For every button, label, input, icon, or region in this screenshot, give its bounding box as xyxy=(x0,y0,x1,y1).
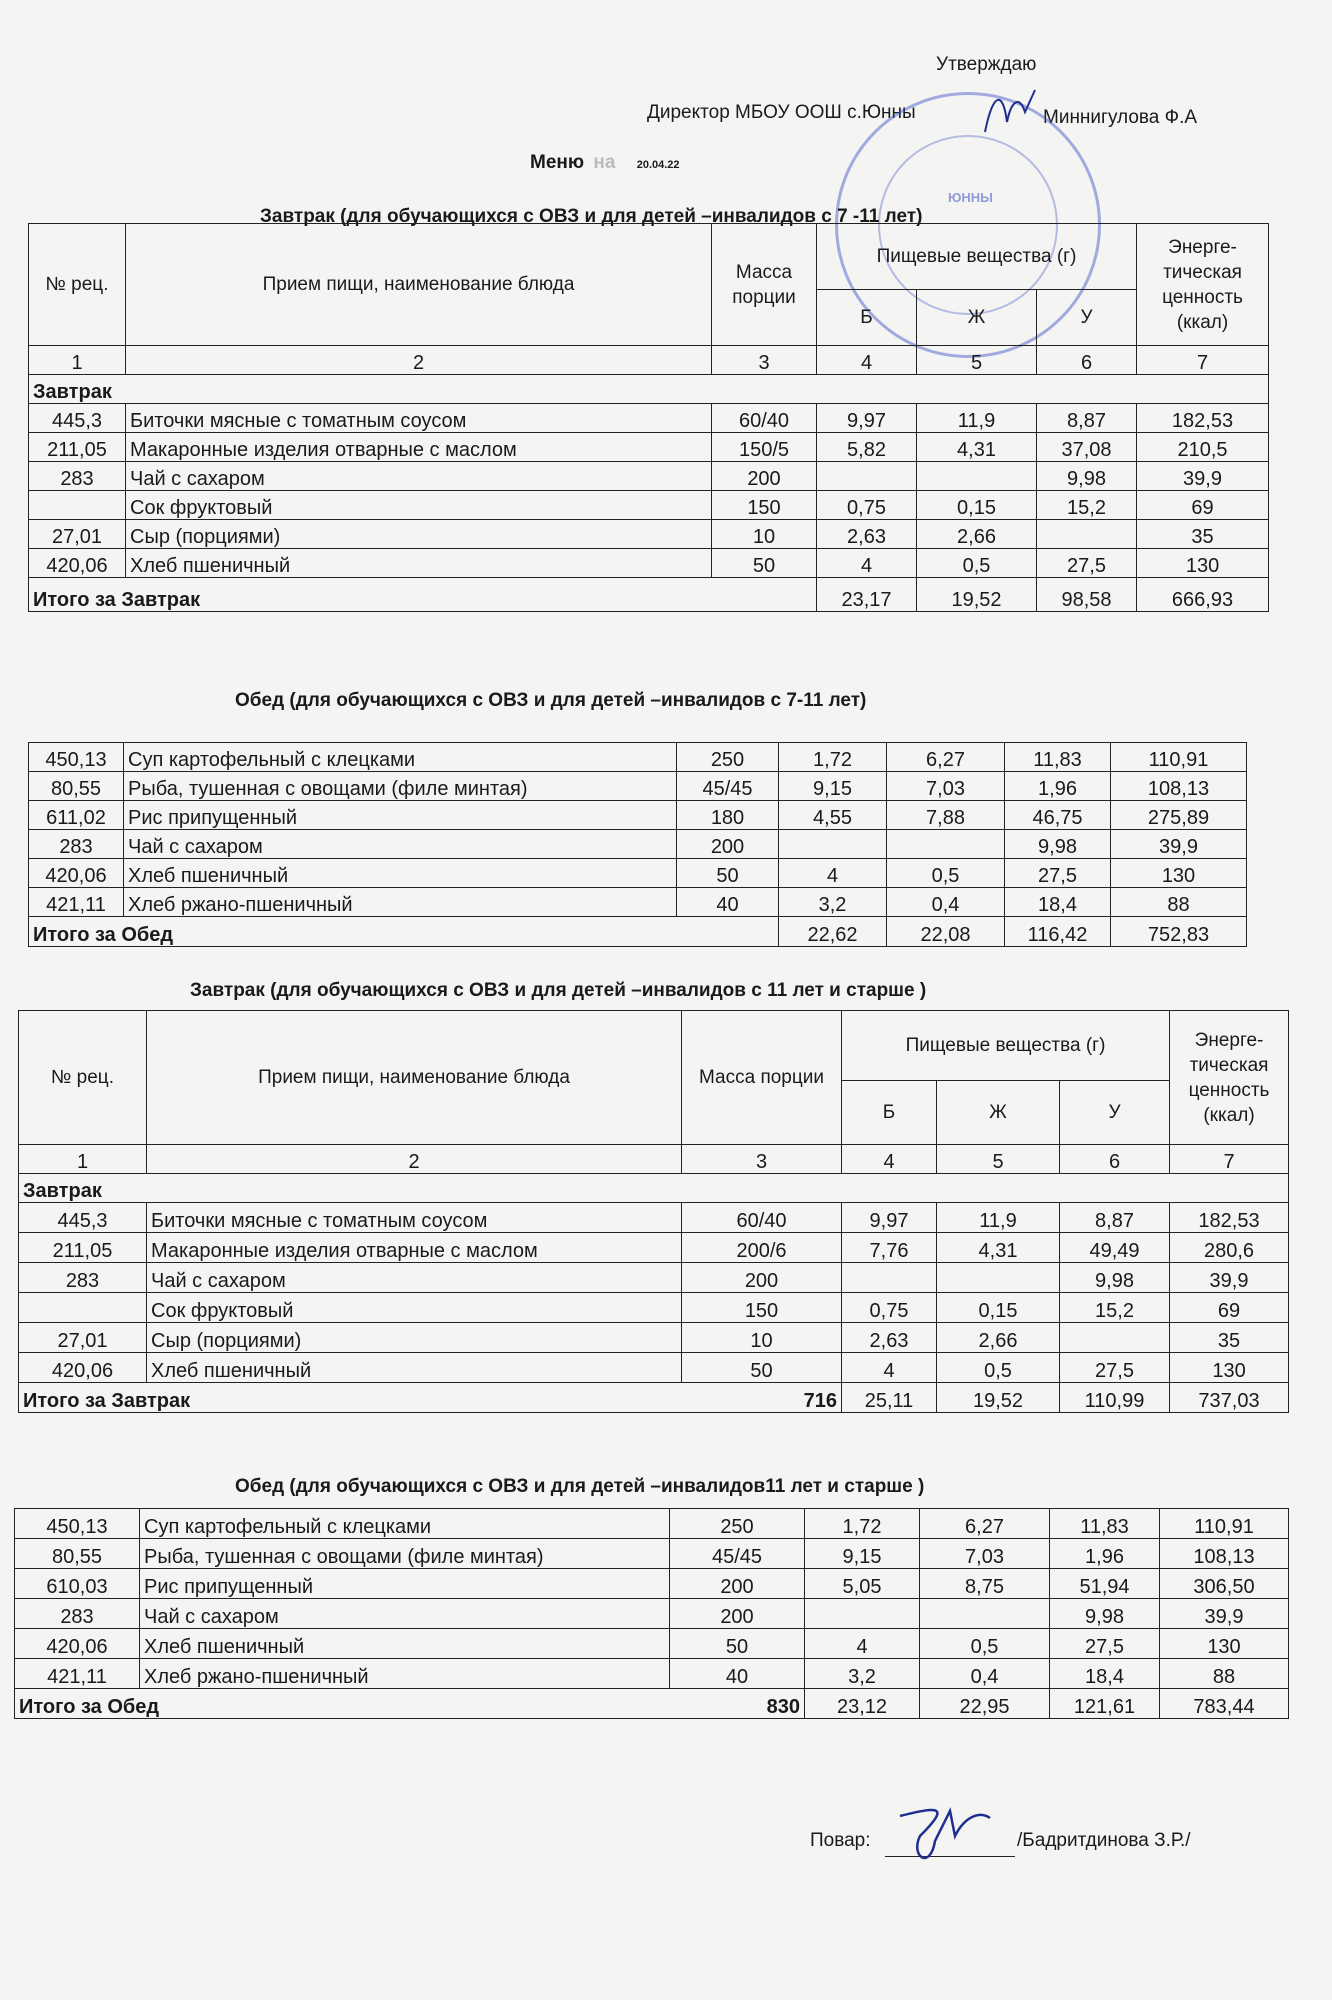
portion-mass: 40 xyxy=(670,1659,805,1689)
portion-mass: 10 xyxy=(712,520,817,549)
recipe-number: 611,02 xyxy=(29,801,124,830)
portion-mass: 60/40 xyxy=(682,1203,842,1233)
protein-value: 3,2 xyxy=(779,888,887,917)
portion-mass: 200 xyxy=(670,1599,805,1629)
portion-mass: 180 xyxy=(677,801,779,830)
energy-value: 88 xyxy=(1111,888,1247,917)
table-row xyxy=(19,1353,1289,1383)
dish-name: Хлеб ржано-пшеничный xyxy=(124,888,677,917)
dish-name: Чай с сахаром xyxy=(147,1263,682,1293)
dish-name: Чай с сахаром xyxy=(140,1599,670,1629)
fat-value: 6,27 xyxy=(887,743,1005,772)
table-row xyxy=(29,491,1269,520)
total-row xyxy=(29,578,1269,612)
dish-name: Суп картофельный с клецками xyxy=(124,743,677,772)
protein-value: 4 xyxy=(842,1353,937,1383)
protein-value: 4 xyxy=(805,1629,920,1659)
fat-value: 0,5 xyxy=(917,549,1037,578)
header-mass: Масса порции xyxy=(712,224,817,346)
cook-label: Повар: xyxy=(810,1830,871,1851)
total-fat: 19,52 xyxy=(917,578,1037,612)
carb-value: 49,49 xyxy=(1060,1233,1170,1263)
protein-value: 0,75 xyxy=(817,491,917,520)
table-row xyxy=(19,1203,1289,1233)
column-number: 3 xyxy=(682,1145,842,1174)
dish-name: Биточки мясные с томатным соусом xyxy=(126,404,712,433)
director-line: Директор МБОУ ООШ с.Юнны xyxy=(647,102,916,123)
total-row xyxy=(29,917,1247,947)
total-label: Итого за Завтрак xyxy=(19,1383,682,1413)
table-row xyxy=(29,772,1247,801)
table-row xyxy=(29,743,1247,772)
header-b: Б xyxy=(817,290,917,346)
recipe-number: 445,3 xyxy=(29,404,126,433)
recipe-number: 445,3 xyxy=(19,1203,147,1233)
total-mass: 716 xyxy=(682,1383,842,1413)
energy-value: 130 xyxy=(1160,1629,1289,1659)
recipe-number: 420,06 xyxy=(29,549,126,578)
header-num: № рец. xyxy=(29,224,126,346)
header-energy: Энерге-тическая ценность (ккал) xyxy=(1170,1011,1289,1145)
column-number: 7 xyxy=(1137,346,1269,375)
protein-value: 5,82 xyxy=(817,433,917,462)
carb-value: 27,5 xyxy=(1050,1629,1160,1659)
fat-value: 0,5 xyxy=(920,1629,1050,1659)
energy-value: 110,91 xyxy=(1111,743,1247,772)
carb-value: 9,98 xyxy=(1050,1599,1160,1629)
total-label: Итого за Завтрак xyxy=(29,578,712,612)
column-number: 1 xyxy=(19,1145,147,1174)
header-num: № рец. xyxy=(19,1011,147,1145)
table-row xyxy=(15,1569,1289,1599)
total-label: Итого за Обед xyxy=(29,917,677,947)
fat-value: 2,66 xyxy=(937,1323,1060,1353)
dish-name: Хлеб пшеничный xyxy=(126,549,712,578)
menu-title: Меню на 20.04.22 xyxy=(530,152,680,173)
protein-value: 2,63 xyxy=(817,520,917,549)
protein-value xyxy=(779,830,887,859)
table-row xyxy=(19,1293,1289,1323)
energy-value: 39,9 xyxy=(1170,1263,1289,1293)
carb-value: 15,2 xyxy=(1060,1293,1170,1323)
dish-name: Сыр (порциями) xyxy=(147,1323,682,1353)
total-mass xyxy=(712,578,817,612)
dish-name: Хлеб пшеничный xyxy=(147,1353,682,1383)
protein-value: 0,75 xyxy=(842,1293,937,1323)
total-energy: 666,93 xyxy=(1137,578,1269,612)
carb-value: 37,08 xyxy=(1037,433,1137,462)
recipe-number: 420,06 xyxy=(15,1629,140,1659)
energy-value: 108,13 xyxy=(1160,1539,1289,1569)
table-row xyxy=(15,1659,1289,1689)
carb-value: 27,5 xyxy=(1005,859,1111,888)
header-u: У xyxy=(1037,290,1137,346)
protein-value: 9,97 xyxy=(817,404,917,433)
dish-name: Хлеб пшеничный xyxy=(124,859,677,888)
total-row xyxy=(15,1689,1289,1719)
menu-date: 20.04.22 xyxy=(636,159,680,171)
energy-value: 306,50 xyxy=(1160,1569,1289,1599)
fat-value: 0,4 xyxy=(920,1659,1050,1689)
total-energy: 737,03 xyxy=(1170,1383,1289,1413)
portion-mass: 200/6 xyxy=(682,1233,842,1263)
column-number: 6 xyxy=(1060,1145,1170,1174)
fat-value xyxy=(887,830,1005,859)
portion-mass: 250 xyxy=(677,743,779,772)
fat-value: 4,31 xyxy=(917,433,1037,462)
header-name: Прием пищи, наименование блюда xyxy=(126,224,712,346)
energy-value: 275,89 xyxy=(1111,801,1247,830)
protein-value: 9,97 xyxy=(842,1203,937,1233)
protein-value: 7,76 xyxy=(842,1233,937,1263)
portion-mass: 50 xyxy=(670,1629,805,1659)
table-row xyxy=(19,1323,1289,1353)
director-signature xyxy=(975,82,1045,142)
fat-value: 8,75 xyxy=(920,1569,1050,1599)
table-row xyxy=(15,1599,1289,1629)
total-protein: 23,17 xyxy=(817,578,917,612)
fat-value: 0,15 xyxy=(917,491,1037,520)
energy-value: 35 xyxy=(1170,1323,1289,1353)
total-fat: 19,52 xyxy=(937,1383,1060,1413)
carb-value: 18,4 xyxy=(1005,888,1111,917)
carb-value: 8,87 xyxy=(1037,404,1137,433)
portion-mass: 200 xyxy=(670,1569,805,1599)
breakfast2-table xyxy=(18,1010,1289,1413)
carb-value: 1,96 xyxy=(1050,1539,1160,1569)
energy-value: 69 xyxy=(1170,1293,1289,1323)
carb-value: 9,98 xyxy=(1060,1263,1170,1293)
menu-na: на xyxy=(593,152,616,173)
carb-value: 27,5 xyxy=(1037,549,1137,578)
portion-mass: 50 xyxy=(677,859,779,888)
column-number: 7 xyxy=(1170,1145,1289,1174)
header-b: Б xyxy=(842,1081,937,1145)
protein-value: 5,05 xyxy=(805,1569,920,1599)
fat-value xyxy=(920,1599,1050,1629)
portion-mass: 150/5 xyxy=(712,433,817,462)
breakfast1-title: Завтрак (для обучающихся с ОВЗ и для детей –инвалидов с 7 -11 лет) xyxy=(260,206,923,227)
dish-name: Рыба, тушенная с овощами (филе минтая) xyxy=(124,772,677,801)
recipe-number: 450,13 xyxy=(29,743,124,772)
total-protein: 22,62 xyxy=(779,917,887,947)
protein-value: 4 xyxy=(779,859,887,888)
column-number: 6 xyxy=(1037,346,1137,375)
portion-mass: 250 xyxy=(670,1509,805,1539)
portion-mass: 45/45 xyxy=(670,1539,805,1569)
table-row xyxy=(29,549,1269,578)
section-label: Завтрак xyxy=(19,1174,1289,1203)
table-row xyxy=(29,801,1247,830)
table-row xyxy=(29,520,1269,549)
dish-name: Макаронные изделия отварные с маслом xyxy=(147,1233,682,1263)
total-energy: 752,83 xyxy=(1111,917,1247,947)
energy-value: 182,53 xyxy=(1137,404,1269,433)
dish-name: Макаронные изделия отварные с маслом xyxy=(126,433,712,462)
recipe-number: 27,01 xyxy=(29,520,126,549)
column-number: 3 xyxy=(712,346,817,375)
energy-value: 88 xyxy=(1160,1659,1289,1689)
protein-value: 4 xyxy=(817,549,917,578)
carb-value: 1,96 xyxy=(1005,772,1111,801)
portion-mass: 200 xyxy=(677,830,779,859)
header-mass: Масса порции xyxy=(682,1011,842,1145)
table-row xyxy=(29,404,1269,433)
section-label: Завтрак xyxy=(29,375,1269,404)
total-fat: 22,95 xyxy=(920,1689,1050,1719)
dish-name: Рис припущенный xyxy=(124,801,677,830)
dish-name: Рыба, тушенная с овощами (филе минтая) xyxy=(140,1539,670,1569)
portion-mass: 10 xyxy=(682,1323,842,1353)
fat-value: 7,03 xyxy=(920,1539,1050,1569)
total-carb: 116,42 xyxy=(1005,917,1111,947)
approve-label: Утверждаю xyxy=(936,54,1037,75)
total-carb: 110,99 xyxy=(1060,1383,1170,1413)
portion-mass: 50 xyxy=(682,1353,842,1383)
column-number: 5 xyxy=(917,346,1037,375)
cook-signature xyxy=(880,1796,1000,1876)
director-name: Миннигулова Ф.А xyxy=(1043,107,1198,128)
energy-value: 110,91 xyxy=(1160,1509,1289,1539)
lunch2-title: Обед (для обучающихся с ОВЗ и для детей –инвалидов11 лет и старше ) xyxy=(235,1476,925,1497)
header-nutrients: Пищевые вещества (г) xyxy=(817,224,1137,290)
protein-value: 3,2 xyxy=(805,1659,920,1689)
dish-name: Чай с сахаром xyxy=(126,462,712,491)
breakfast1-table xyxy=(28,223,1269,612)
recipe-number: 420,06 xyxy=(29,859,124,888)
energy-value: 210,5 xyxy=(1137,433,1269,462)
fat-value: 4,31 xyxy=(937,1233,1060,1263)
cook-name: /Бадритдинова З.Р./ xyxy=(1017,1830,1191,1851)
recipe-number: 421,11 xyxy=(15,1659,140,1689)
energy-value: 69 xyxy=(1137,491,1269,520)
recipe-number: 80,55 xyxy=(29,772,124,801)
dish-name: Чай с сахаром xyxy=(124,830,677,859)
energy-value: 108,13 xyxy=(1111,772,1247,801)
carb-value: 46,75 xyxy=(1005,801,1111,830)
recipe-number: 80,55 xyxy=(15,1539,140,1569)
total-carb: 98,58 xyxy=(1037,578,1137,612)
header-nutrients: Пищевые вещества (г) xyxy=(842,1011,1170,1081)
fat-value: 11,9 xyxy=(917,404,1037,433)
recipe-number: 211,05 xyxy=(19,1233,147,1263)
total-mass xyxy=(677,917,779,947)
recipe-number: 27,01 xyxy=(19,1323,147,1353)
carb-value: 11,83 xyxy=(1005,743,1111,772)
dish-name: Сок фруктовый xyxy=(126,491,712,520)
portion-mass: 200 xyxy=(682,1263,842,1293)
column-number: 4 xyxy=(817,346,917,375)
protein-value: 9,15 xyxy=(779,772,887,801)
dish-name: Хлеб ржано-пшеничный xyxy=(140,1659,670,1689)
portion-mass: 150 xyxy=(682,1293,842,1323)
protein-value xyxy=(817,462,917,491)
recipe-number: 211,05 xyxy=(29,433,126,462)
portion-mass: 40 xyxy=(677,888,779,917)
carb-value: 9,98 xyxy=(1037,462,1137,491)
recipe-number xyxy=(29,491,126,520)
portion-mass: 200 xyxy=(712,462,817,491)
fat-value xyxy=(917,462,1037,491)
energy-value: 39,9 xyxy=(1160,1599,1289,1629)
header-zh: Ж xyxy=(937,1081,1060,1145)
header-name: Прием пищи, наименование блюда xyxy=(147,1011,682,1145)
dish-name: Биточки мясные с томатным соусом xyxy=(147,1203,682,1233)
header-zh: Ж xyxy=(917,290,1037,346)
total-mass: 830 xyxy=(670,1689,805,1719)
protein-value: 4,55 xyxy=(779,801,887,830)
energy-value: 182,53 xyxy=(1170,1203,1289,1233)
lunch1-table xyxy=(28,742,1247,947)
column-number: 1 xyxy=(29,346,126,375)
total-protein: 25,11 xyxy=(842,1383,937,1413)
carb-value: 27,5 xyxy=(1060,1353,1170,1383)
fat-value: 7,88 xyxy=(887,801,1005,830)
total-fat: 22,08 xyxy=(887,917,1005,947)
energy-value: 130 xyxy=(1111,859,1247,888)
carb-value: 18,4 xyxy=(1050,1659,1160,1689)
portion-mass: 50 xyxy=(712,549,817,578)
recipe-number: 283 xyxy=(29,462,126,491)
portion-mass: 60/40 xyxy=(712,404,817,433)
energy-value: 39,9 xyxy=(1137,462,1269,491)
energy-value: 280,6 xyxy=(1170,1233,1289,1263)
table-row xyxy=(29,433,1269,462)
stamp-lettering: ЮННЫ xyxy=(948,190,993,205)
total-row xyxy=(19,1383,1289,1413)
dish-name: Хлеб пшеничный xyxy=(140,1629,670,1659)
protein-value xyxy=(842,1263,937,1293)
fat-value: 0,5 xyxy=(937,1353,1060,1383)
table-row xyxy=(15,1629,1289,1659)
column-number: 5 xyxy=(937,1145,1060,1174)
fat-value: 0,5 xyxy=(887,859,1005,888)
carb-value: 8,87 xyxy=(1060,1203,1170,1233)
carb-value xyxy=(1037,520,1137,549)
fat-value: 0,15 xyxy=(937,1293,1060,1323)
total-label: Итого за Обед xyxy=(15,1689,670,1719)
table-row xyxy=(19,1233,1289,1263)
portion-mass: 150 xyxy=(712,491,817,520)
fat-value: 2,66 xyxy=(917,520,1037,549)
recipe-number: 450,13 xyxy=(15,1509,140,1539)
carb-value: 15,2 xyxy=(1037,491,1137,520)
energy-value: 39,9 xyxy=(1111,830,1247,859)
total-carb: 121,61 xyxy=(1050,1689,1160,1719)
total-protein: 23,12 xyxy=(805,1689,920,1719)
lunch1-title: Обед (для обучающихся с ОВЗ и для детей –инвалидов с 7-11 лет) xyxy=(235,690,867,711)
protein-value: 2,63 xyxy=(842,1323,937,1353)
column-number: 4 xyxy=(842,1145,937,1174)
fat-value: 0,4 xyxy=(887,888,1005,917)
header-u: У xyxy=(1060,1081,1170,1145)
fat-value xyxy=(937,1263,1060,1293)
lunch2-table xyxy=(14,1508,1289,1719)
table-row xyxy=(29,830,1247,859)
protein-value: 1,72 xyxy=(805,1509,920,1539)
energy-value: 130 xyxy=(1170,1353,1289,1383)
column-number: 2 xyxy=(126,346,712,375)
table-row xyxy=(19,1263,1289,1293)
fat-value: 11,9 xyxy=(937,1203,1060,1233)
fat-value: 6,27 xyxy=(920,1509,1050,1539)
table-row xyxy=(15,1539,1289,1569)
carb-value: 51,94 xyxy=(1050,1569,1160,1599)
recipe-number: 420,06 xyxy=(19,1353,147,1383)
total-energy: 783,44 xyxy=(1160,1689,1289,1719)
column-number: 2 xyxy=(147,1145,682,1174)
carb-value xyxy=(1060,1323,1170,1353)
dish-name: Рис припущенный xyxy=(140,1569,670,1599)
energy-value: 130 xyxy=(1137,549,1269,578)
table-row xyxy=(29,888,1247,917)
table-row xyxy=(15,1509,1289,1539)
protein-value xyxy=(805,1599,920,1629)
protein-value: 9,15 xyxy=(805,1539,920,1569)
breakfast2-title: Завтрак (для обучающихся с ОВЗ и для детей –инвалидов с 11 лет и старше ) xyxy=(190,980,927,1001)
fat-value: 7,03 xyxy=(887,772,1005,801)
carb-value: 11,83 xyxy=(1050,1509,1160,1539)
header-energy: Энерге-тическая ценность (ккал) xyxy=(1137,224,1269,346)
portion-mass: 45/45 xyxy=(677,772,779,801)
recipe-number: 610,03 xyxy=(15,1569,140,1599)
recipe-number: 421,11 xyxy=(29,888,124,917)
recipe-number: 283 xyxy=(29,830,124,859)
dish-name: Суп картофельный с клецками xyxy=(140,1509,670,1539)
protein-value: 1,72 xyxy=(779,743,887,772)
energy-value: 35 xyxy=(1137,520,1269,549)
recipe-number xyxy=(19,1293,147,1323)
dish-name: Сок фруктовый xyxy=(147,1293,682,1323)
recipe-number: 283 xyxy=(19,1263,147,1293)
table-row xyxy=(29,859,1247,888)
carb-value: 9,98 xyxy=(1005,830,1111,859)
dish-name: Сыр (порциями) xyxy=(126,520,712,549)
table-row xyxy=(29,462,1269,491)
recipe-number: 283 xyxy=(15,1599,140,1629)
